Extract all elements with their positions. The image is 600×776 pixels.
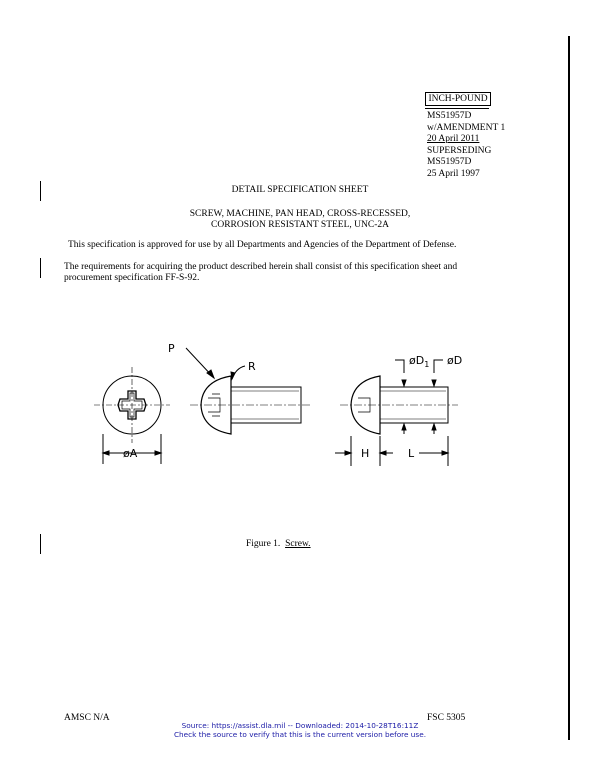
document-number: MS51957D	[427, 111, 472, 121]
label-dia-a: øA	[123, 447, 138, 460]
revision-bar	[40, 258, 41, 278]
inch-pound-box: INCH-POUND	[425, 92, 491, 106]
approval-statement: This specification is approved for use by all Departments and Agencies of the Department of Defense.	[68, 240, 457, 250]
screw-figure	[90, 336, 470, 476]
source-line-1: Source: https://assist.dla.mil -- Downloaded: 2014-10-28T16:11Z	[181, 721, 419, 730]
label-h: H	[361, 447, 370, 460]
label-p: P	[168, 342, 175, 355]
screw-section-view	[335, 360, 458, 466]
requirements-line-1: The requirements for acquiring the product described herein shall consist of this specification sheet and	[64, 262, 458, 272]
label-r: R	[248, 360, 256, 373]
superseded-date: 25 April 1997	[427, 168, 480, 179]
title-line-2: CORROSION RESISTANT STEEL, UNC-2A	[211, 220, 389, 230]
superseding-label: SUPERSEDING	[427, 145, 492, 156]
figure-title: Screw.	[285, 539, 311, 549]
right-margin-rule	[568, 36, 570, 740]
requirements-line-2: procurement specification FF-S-92.	[64, 273, 200, 283]
document-identification	[427, 111, 547, 181]
figure-caption	[246, 539, 311, 551]
figure-number: Figure 1.	[246, 539, 281, 549]
label-dia-d1: $øD_1$	[409, 354, 430, 369]
revision-bar	[40, 534, 41, 554]
amendment-date: 20 April 2011	[427, 134, 480, 145]
label-dia-d: øD	[447, 354, 463, 367]
source-line-2: Check the source to verify that this is the current version before use.	[173, 730, 427, 739]
title-line-1: SCREW, MACHINE, PAN HEAD, CROSS-RECESSED,	[189, 209, 411, 219]
superseded-number: MS51957D	[427, 157, 472, 168]
amsc-notation: AMSC N/A	[64, 713, 110, 723]
fsc-code: FSC 5305	[427, 713, 466, 723]
sheet-type-heading: DETAIL SPECIFICATION SHEET	[231, 185, 369, 195]
amendment-label: w/AMENDMENT 1	[427, 122, 506, 133]
label-l: L	[408, 447, 415, 460]
